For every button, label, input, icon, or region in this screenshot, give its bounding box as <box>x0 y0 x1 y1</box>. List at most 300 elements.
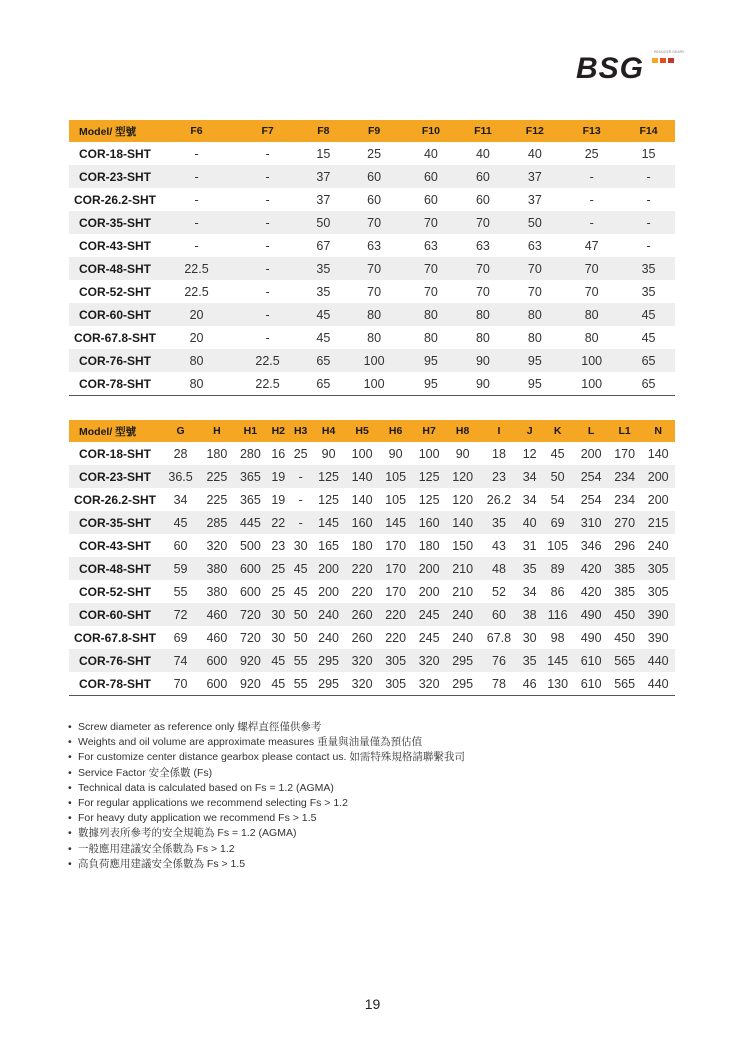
table-row <box>69 349 675 372</box>
value-cell: 116 <box>541 603 575 626</box>
value-cell: 140 <box>345 465 379 488</box>
column-header: F7 <box>232 120 303 142</box>
value-cell: 305 <box>647 584 669 599</box>
notes-list <box>68 720 465 872</box>
value-cell: 320 <box>412 649 446 672</box>
dimension-spec-table <box>69 420 675 696</box>
column-header: H3 <box>289 420 311 442</box>
value-cell: 45 <box>289 557 311 580</box>
value-cell: 45 <box>641 330 656 345</box>
value-cell: 320 <box>345 649 379 672</box>
bullet-icon: • <box>68 842 72 855</box>
model-column-header: Model/ 型號 <box>69 420 161 442</box>
value-cell: 12 <box>522 446 537 461</box>
value-cell: - <box>646 238 651 253</box>
value-cell: 40 <box>519 511 541 534</box>
value-cell: 30 <box>267 603 289 626</box>
value-cell: 63 <box>475 238 490 253</box>
column-header: H8 <box>446 420 480 442</box>
value-cell: 28 <box>173 446 188 461</box>
value-cell: 36.5 <box>161 465 200 488</box>
value-cell: 30 <box>271 630 286 645</box>
column-header: G <box>161 420 200 442</box>
value-cell: 385 <box>608 557 642 580</box>
value-cell: 305 <box>379 672 413 696</box>
value-cell: 295 <box>446 672 480 696</box>
column-header: F6 <box>161 120 232 142</box>
value-cell: 80 <box>527 330 542 345</box>
table-row <box>69 326 675 349</box>
note-text: For regular applications we recommend selecting Fs > 1.2 <box>78 796 348 809</box>
value-cell: 450 <box>608 603 642 626</box>
table-header-row <box>69 120 675 142</box>
value-cell: 45 <box>293 584 308 599</box>
value-cell: - <box>646 192 651 207</box>
value-cell: 385 <box>614 584 636 599</box>
value-cell: 600 <box>200 672 234 696</box>
value-cell: 67.8 <box>486 630 512 645</box>
value-cell: 70 <box>423 284 438 299</box>
value-cell: 296 <box>614 538 636 553</box>
value-cell: 70 <box>584 284 599 299</box>
value-cell: 70 <box>405 257 458 280</box>
note-item <box>68 781 465 796</box>
value-cell: 45 <box>303 303 344 326</box>
value-cell: 60 <box>173 538 188 553</box>
value-cell: 140 <box>647 446 669 461</box>
value-cell: 160 <box>345 511 379 534</box>
table-row <box>69 580 675 603</box>
value-cell: 240 <box>452 630 474 645</box>
value-cell: 16 <box>271 446 286 461</box>
value-cell: 60 <box>405 165 458 188</box>
svg-text:BSG: BSG <box>576 52 645 84</box>
value-cell: 65 <box>303 372 344 396</box>
value-cell: 95 <box>508 372 561 396</box>
value-cell: 240 <box>312 603 346 626</box>
model-cell: COR-35-SHT <box>69 511 161 534</box>
value-cell: - <box>265 192 270 207</box>
value-cell: - <box>232 165 303 188</box>
column-header: F8 <box>303 120 344 142</box>
value-cell: 50 <box>508 211 561 234</box>
note-text: For heavy duty application we recommend Fs > 1.5 <box>78 812 317 825</box>
value-cell: 30 <box>522 630 537 645</box>
value-cell: 98 <box>550 630 565 645</box>
model-cell: COR-52-SHT <box>78 284 151 299</box>
table-row <box>69 280 675 303</box>
value-cell: 100 <box>561 349 622 372</box>
value-cell: 78 <box>479 672 518 696</box>
value-cell: 285 <box>200 511 234 534</box>
value-cell: 65 <box>303 349 344 372</box>
value-cell: 70 <box>475 284 490 299</box>
value-cell: 100 <box>351 446 373 461</box>
value-cell: 260 <box>351 630 373 645</box>
note-item <box>68 842 465 857</box>
model-cell: COR-43-SHT <box>78 238 151 253</box>
value-cell: 35 <box>519 649 541 672</box>
value-cell: 47 <box>584 238 599 253</box>
value-cell: - <box>622 211 675 234</box>
value-cell: 245 <box>412 603 446 626</box>
value-cell: 25 <box>271 584 286 599</box>
value-cell: 365 <box>239 492 261 507</box>
value-cell: 45 <box>550 446 565 461</box>
value-cell: 145 <box>312 511 346 534</box>
value-cell: 45 <box>316 330 331 345</box>
table-row <box>69 188 675 211</box>
value-cell: 35 <box>519 557 541 580</box>
value-cell: 74 <box>161 649 200 672</box>
value-cell: 70 <box>527 284 542 299</box>
value-cell: 50 <box>289 603 311 626</box>
column-header: H1 <box>234 420 268 442</box>
value-cell: 200 <box>412 557 446 580</box>
value-cell: 95 <box>508 349 561 372</box>
value-cell: - <box>161 211 232 234</box>
model-cell: COR-67.8-SHT <box>73 630 156 645</box>
model-column-header: Model/ 型號 <box>69 120 161 142</box>
value-cell: 380 <box>206 584 228 599</box>
note-text: For customize center distance gearbox please contact us. 如需特殊規格請聯繫我司 <box>78 751 465 764</box>
value-cell: 70 <box>367 284 382 299</box>
value-cell: 80 <box>584 330 599 345</box>
value-cell: 55 <box>173 584 188 599</box>
value-cell: 125 <box>318 492 340 507</box>
value-cell: 170 <box>614 446 636 461</box>
value-cell: 63 <box>423 238 438 253</box>
value-cell: 45 <box>267 672 289 696</box>
page-number: 19 <box>364 996 381 1012</box>
value-cell: 55 <box>289 672 311 696</box>
model-cell: COR-43-SHT <box>78 538 151 553</box>
value-cell: 295 <box>312 672 346 696</box>
value-cell: 320 <box>412 672 446 696</box>
value-cell: 80 <box>344 303 405 326</box>
value-cell: 120 <box>446 465 480 488</box>
value-cell: 60 <box>367 192 382 207</box>
value-cell: - <box>194 146 199 161</box>
value-cell: 295 <box>446 649 480 672</box>
value-cell: 63 <box>527 238 542 253</box>
value-cell: 46 <box>519 672 541 696</box>
value-cell: 80 <box>161 349 232 372</box>
value-cell: 50 <box>303 211 344 234</box>
note-item <box>68 735 465 750</box>
model-cell: COR-78-SHT <box>69 372 161 396</box>
value-cell: - <box>194 192 199 207</box>
value-cell: 210 <box>446 557 480 580</box>
value-cell: 215 <box>641 511 675 534</box>
value-cell: 40 <box>423 146 438 161</box>
table-row <box>69 372 675 396</box>
column-header: H5 <box>345 420 379 442</box>
model-cell: COR-52-SHT <box>78 584 151 599</box>
value-cell: - <box>232 257 303 280</box>
note-item <box>68 750 465 765</box>
table-row <box>69 211 675 234</box>
value-cell: 445 <box>234 511 268 534</box>
value-cell: 35 <box>316 284 331 299</box>
value-cell: - <box>232 303 303 326</box>
value-cell: 490 <box>580 630 602 645</box>
value-cell: 37 <box>316 192 331 207</box>
value-cell: 225 <box>200 465 234 488</box>
value-cell: 30 <box>293 538 308 553</box>
value-cell: 295 <box>312 649 346 672</box>
value-cell: 140 <box>446 511 480 534</box>
value-cell: 65 <box>622 349 675 372</box>
value-cell: - <box>589 192 594 207</box>
value-cell: 200 <box>641 465 675 488</box>
value-cell: 72 <box>161 603 200 626</box>
column-header: H7 <box>412 420 446 442</box>
value-cell: - <box>265 330 270 345</box>
value-cell: 310 <box>574 511 608 534</box>
value-cell: - <box>561 165 622 188</box>
value-cell: 720 <box>234 603 268 626</box>
value-cell: 90 <box>457 372 508 396</box>
value-cell: 80 <box>405 303 458 326</box>
svg-text:REDUCER GEARS: REDUCER GEARS <box>654 50 684 54</box>
value-cell: 240 <box>318 630 340 645</box>
value-cell: 80 <box>561 303 622 326</box>
value-cell: 20 <box>189 330 204 345</box>
value-cell: 305 <box>641 557 675 580</box>
value-cell: 22 <box>267 511 289 534</box>
bullet-icon: • <box>68 827 72 840</box>
value-cell: 80 <box>475 330 490 345</box>
value-cell: 37 <box>303 165 344 188</box>
column-header: F11 <box>457 120 508 142</box>
value-cell: 305 <box>379 649 413 672</box>
value-cell: 90 <box>457 349 508 372</box>
value-cell: 500 <box>239 538 261 553</box>
value-cell: - <box>232 211 303 234</box>
value-cell: 23 <box>479 465 518 488</box>
table-row <box>69 234 675 257</box>
value-cell: 280 <box>239 446 261 461</box>
value-cell: 60 <box>457 165 508 188</box>
value-cell: 20 <box>161 303 232 326</box>
model-cell: COR-26.2-SHT <box>73 492 156 507</box>
value-cell: 22.5 <box>232 372 303 396</box>
model-cell: COR-23-SHT <box>69 465 161 488</box>
brand-logo <box>574 44 684 84</box>
value-cell: 105 <box>547 538 569 553</box>
column-header: H2 <box>267 420 289 442</box>
column-header: F12 <box>508 120 561 142</box>
value-cell: 80 <box>423 330 438 345</box>
value-cell: 34 <box>173 492 188 507</box>
flange-spec-table <box>69 120 675 396</box>
value-cell: 440 <box>641 672 675 696</box>
column-header: I <box>479 420 518 442</box>
value-cell: 70 <box>344 257 405 280</box>
bullet-icon: • <box>68 736 72 749</box>
value-cell: 80 <box>161 372 232 396</box>
value-cell: 420 <box>574 557 608 580</box>
value-cell: 240 <box>446 603 480 626</box>
table-row <box>69 488 675 511</box>
model-cell: COR-67.8-SHT <box>73 330 156 345</box>
value-cell: 380 <box>200 557 234 580</box>
table-row <box>69 672 675 696</box>
value-cell: - <box>265 238 270 253</box>
value-cell: 234 <box>614 492 636 507</box>
column-header: F14 <box>622 120 675 142</box>
value-cell: 170 <box>385 538 407 553</box>
model-cell: COR-48-SHT <box>69 557 161 580</box>
note-text: Service Factor 安全係數 (Fs) <box>78 766 213 779</box>
value-cell: 200 <box>580 446 602 461</box>
value-cell: 234 <box>608 465 642 488</box>
value-cell: 240 <box>647 538 669 553</box>
value-cell: 22.5 <box>184 284 209 299</box>
value-cell: 86 <box>550 584 565 599</box>
value-cell: 60 <box>475 192 490 207</box>
value-cell: - <box>289 511 311 534</box>
value-cell: 150 <box>452 538 474 553</box>
bullet-icon: • <box>68 781 72 794</box>
value-cell: 80 <box>457 303 508 326</box>
value-cell: 225 <box>206 492 228 507</box>
value-cell: 920 <box>234 649 268 672</box>
value-cell: 130 <box>541 672 575 696</box>
value-cell: 19 <box>271 492 286 507</box>
value-cell: 365 <box>234 465 268 488</box>
value-cell: 52 <box>492 584 506 599</box>
bullet-icon: • <box>68 721 72 733</box>
value-cell: 320 <box>345 672 379 696</box>
value-cell: 245 <box>418 630 440 645</box>
note-text: Screw diameter as reference only 螺桿直徑僅供參考 <box>78 721 322 733</box>
value-cell: 80 <box>367 330 382 345</box>
value-cell: - <box>265 284 270 299</box>
model-cell: COR-60-SHT <box>69 603 161 626</box>
value-cell: 100 <box>344 372 405 396</box>
column-header: F13 <box>561 120 622 142</box>
value-cell: 31 <box>522 538 537 553</box>
value-cell: 145 <box>379 511 413 534</box>
value-cell: 450 <box>614 630 636 645</box>
value-cell: 48 <box>479 557 518 580</box>
table-row <box>69 142 675 165</box>
note-item <box>68 811 465 826</box>
note-text: 數據列表所參考的安全規範為 Fs = 1.2 (AGMA) <box>78 827 297 840</box>
model-cell: COR-76-SHT <box>69 349 161 372</box>
note-text: Weights and oil volume are approximate measures 重量與油量僅為預估值 <box>78 736 423 749</box>
value-cell: 70 <box>457 257 508 280</box>
value-cell: 25 <box>584 146 599 161</box>
value-cell: 440 <box>641 649 675 672</box>
value-cell: 210 <box>452 584 474 599</box>
value-cell: 70 <box>508 257 561 280</box>
model-cell: COR-78-SHT <box>69 672 161 696</box>
table-row <box>69 534 675 557</box>
value-cell: 200 <box>647 492 669 507</box>
value-cell: 35 <box>641 284 656 299</box>
column-header: K <box>541 420 575 442</box>
value-cell: 37 <box>508 165 561 188</box>
value-cell: 600 <box>234 557 268 580</box>
value-cell: 200 <box>318 584 340 599</box>
value-cell: 50 <box>541 465 575 488</box>
value-cell: 95 <box>405 349 458 372</box>
value-cell: 125 <box>412 465 446 488</box>
value-cell: 180 <box>418 538 440 553</box>
table-row <box>69 165 675 188</box>
value-cell: 54 <box>550 492 565 507</box>
note-text: Technical data is calculated based on Fs = 1.2 (AGMA) <box>78 781 334 794</box>
value-cell: 254 <box>574 465 608 488</box>
note-item <box>68 826 465 841</box>
value-cell: 80 <box>508 303 561 326</box>
value-cell: 90 <box>455 446 470 461</box>
value-cell: - <box>161 165 232 188</box>
value-cell: 260 <box>345 603 379 626</box>
value-cell: 100 <box>561 372 622 396</box>
value-cell: 120 <box>452 492 474 507</box>
value-cell: 920 <box>234 672 268 696</box>
value-cell: 40 <box>475 146 490 161</box>
value-cell: 70 <box>344 211 405 234</box>
value-cell: 90 <box>388 446 403 461</box>
value-cell: - <box>289 465 311 488</box>
value-cell: 25 <box>367 146 382 161</box>
value-cell: 346 <box>580 538 602 553</box>
model-cell: COR-18-SHT <box>78 146 151 161</box>
model-cell: COR-60-SHT <box>69 303 161 326</box>
value-cell: 23 <box>271 538 286 553</box>
value-cell: 43 <box>492 538 506 553</box>
value-cell: 160 <box>412 511 446 534</box>
table-row <box>69 511 675 534</box>
note-item <box>68 766 465 781</box>
value-cell: 69 <box>173 630 188 645</box>
value-cell: 220 <box>379 603 413 626</box>
value-cell: 60 <box>479 603 518 626</box>
value-cell: 610 <box>574 649 608 672</box>
value-cell: 200 <box>312 557 346 580</box>
column-header: F9 <box>344 120 405 142</box>
value-cell: - <box>561 211 622 234</box>
value-cell: - <box>265 146 270 161</box>
value-cell: 390 <box>641 603 675 626</box>
value-cell: 170 <box>385 584 407 599</box>
value-cell: 45 <box>267 649 289 672</box>
value-cell: 65 <box>622 372 675 396</box>
value-cell: 60 <box>423 192 438 207</box>
value-cell: 50 <box>293 630 308 645</box>
table-row <box>69 465 675 488</box>
value-cell: 220 <box>345 557 379 580</box>
value-cell: 70 <box>561 257 622 280</box>
table-row <box>69 649 675 672</box>
value-cell: 720 <box>239 630 261 645</box>
value-cell: 90 <box>321 446 336 461</box>
bullet-icon: • <box>68 857 72 870</box>
value-cell: 145 <box>541 649 575 672</box>
table-row <box>69 257 675 280</box>
value-cell: 35 <box>622 257 675 280</box>
table-header-row <box>69 420 675 442</box>
value-cell: 100 <box>418 446 440 461</box>
value-cell: 34 <box>522 492 537 507</box>
value-cell: 18 <box>492 446 506 461</box>
value-cell: 220 <box>351 584 373 599</box>
